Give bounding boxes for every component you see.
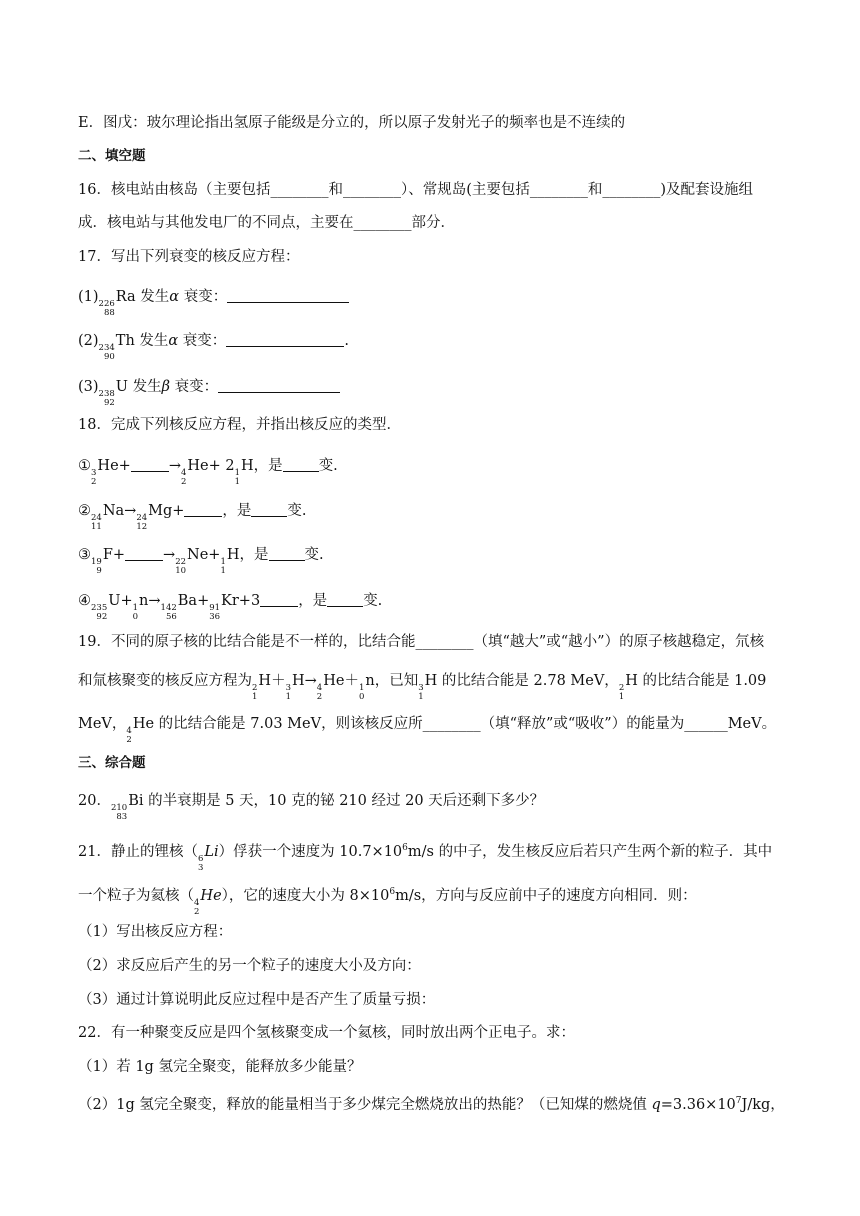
- text: ，是: [222, 503, 252, 519]
- part-text: Th 发生: [115, 333, 169, 349]
- section-heading-fill-in: 二、填空题: [78, 148, 146, 164]
- alpha-symbol: α: [169, 289, 180, 305]
- answer-blank[interactable]: [184, 502, 222, 517]
- answer-blank[interactable]: [125, 546, 163, 561]
- mass-number: 22: [175, 557, 187, 567]
- section-heading-comprehensive: 三、综合题: [78, 755, 146, 771]
- alpha-symbol: α: [168, 333, 179, 349]
- text: 变.: [318, 458, 338, 474]
- atomic-number: 2: [180, 477, 187, 487]
- nuclide-he4: [181, 455, 187, 487]
- text: Ne+: [187, 547, 221, 563]
- atomic-number: 1: [252, 692, 258, 702]
- text: =3.36×10: [660, 1097, 736, 1113]
- mass-number: 6: [197, 854, 204, 864]
- exponent: 7: [735, 1096, 742, 1106]
- question-19-line-3: [78, 713, 776, 745]
- mass-number: 3: [418, 683, 424, 693]
- answer-blank[interactable]: [251, 502, 287, 517]
- nuclide-u235: [91, 590, 108, 622]
- part-text: Ra 发生: [115, 289, 170, 305]
- atomic-number: 88: [103, 308, 115, 318]
- atomic-number: 2: [316, 692, 323, 702]
- atomic-number: 2: [126, 735, 132, 745]
- text: H，是: [226, 547, 269, 563]
- question-17-part-1: [78, 286, 349, 318]
- element-symbol: Li: [204, 844, 219, 860]
- nuclide-ra226: [99, 286, 116, 318]
- mass-number: 91: [209, 603, 221, 613]
- circled-number: ②: [78, 503, 91, 519]
- text: 变.: [304, 547, 324, 563]
- question-17-part-2: [78, 330, 349, 362]
- atomic-number: 1: [618, 692, 625, 702]
- nuclide-u238: [99, 376, 116, 408]
- question-19-line-1: 19．不同的原子核的比结合能是不一样的，比结合能________（填“越大”或“越小”）的原子核越稳定，氘核: [78, 634, 765, 650]
- text: n，已知: [365, 673, 419, 689]
- text: 一个粒子为氦核（: [78, 888, 194, 904]
- question-21-line-2: [78, 881, 697, 917]
- mass-number: 210: [110, 803, 128, 813]
- element-symbol: He: [200, 888, 222, 904]
- part-suffix: 衰变：: [179, 289, 228, 305]
- nuclide-he3: [91, 455, 97, 487]
- text: Kr+3: [221, 593, 261, 609]
- question-22-stem: 22．有一种聚变反应是四个氢核聚变成一个氦核，同时放出两个正电子。求：: [78, 1025, 575, 1041]
- text: Mg+: [148, 503, 185, 519]
- mass-number: 1: [358, 683, 365, 693]
- question-22-part-2: [78, 1090, 785, 1116]
- nuclide-he4: [194, 885, 200, 917]
- atomic-number: 1: [418, 692, 424, 702]
- atomic-number: 56: [165, 612, 177, 622]
- circled-number: ①: [78, 458, 91, 474]
- atomic-number: 36: [209, 612, 221, 622]
- nuclide-ba142: [161, 590, 178, 622]
- text: F+: [102, 547, 126, 563]
- part-suffix: 衰变：: [170, 379, 219, 395]
- answer-blank[interactable]: [227, 288, 349, 303]
- nuclide-kr91: [209, 590, 221, 622]
- nuclide-mg24: [136, 500, 148, 532]
- nuclide-bi210: [111, 790, 128, 822]
- atomic-number: 12: [136, 522, 148, 532]
- nuclide-ne22: [175, 544, 187, 576]
- beta-symbol: β: [161, 379, 171, 395]
- text: H＋: [258, 673, 286, 689]
- question-21-part-1: （1）写出核反应方程：: [78, 924, 233, 940]
- mass-number: 2: [618, 683, 625, 693]
- mass-number: 3: [285, 683, 291, 693]
- question-18-part-4: [78, 590, 382, 622]
- mass-number: 1: [132, 603, 139, 613]
- part-number: (3): [78, 379, 99, 395]
- mass-number: 19: [91, 557, 102, 567]
- question-18-part-1: [78, 455, 338, 487]
- atomic-number: 1: [234, 477, 241, 487]
- nuclide-he4: [317, 670, 323, 702]
- answer-blank[interactable]: [226, 332, 344, 347]
- nuclide-neutron: [133, 590, 139, 622]
- exponent: 6: [402, 843, 408, 853]
- atomic-number: 3: [197, 863, 204, 873]
- text: 变.: [363, 593, 383, 609]
- atomic-number: 9: [96, 566, 102, 576]
- question-18-stem: 18．完成下列核反应方程，并指出核反应的类型．: [78, 417, 401, 433]
- circled-number: ③: [78, 547, 91, 563]
- question-21-part-3: （3）通过计算说明此反应过程中是否产生了质量亏损：: [78, 992, 436, 1008]
- part-text: U 发生: [115, 379, 162, 395]
- atomic-number: 2: [194, 907, 200, 917]
- atomic-number: 90: [103, 352, 115, 362]
- part-number: (1): [78, 289, 99, 305]
- question-19-line-2: [78, 670, 766, 702]
- answer-blank[interactable]: [260, 592, 298, 607]
- text: ，是: [298, 593, 328, 609]
- question-16-line-2: 成．核电站与其他发电厂的不同点，主要在________部分．: [78, 215, 455, 231]
- mass-number: 234: [98, 343, 115, 353]
- question-21-part-2: （2）求反应后产生的另一个粒子的速度大小及方向：: [78, 958, 421, 974]
- answer-blank[interactable]: [131, 457, 169, 472]
- text: H 的比结合能是 2.78 MeV，: [424, 673, 619, 689]
- option-e-text: E．图戊：玻尔理论指出氢原子能级是分立的，所以原子发射光子的频率也是不连续的: [78, 115, 626, 131]
- text: n→: [139, 593, 161, 609]
- part-number: (2): [78, 333, 99, 349]
- question-18-part-3: [78, 544, 324, 576]
- arrow: →: [168, 458, 181, 474]
- answer-blank[interactable]: [269, 546, 305, 561]
- answer-blank[interactable]: [283, 457, 319, 472]
- mass-number: 2: [252, 683, 258, 693]
- text: 21．静止的锂核（: [78, 844, 198, 860]
- text: 和氚核聚变的核反应方程为: [78, 673, 252, 689]
- text: ），它的速度大小为 8×10: [221, 888, 390, 904]
- mass-number: 142: [160, 603, 177, 613]
- question-22-part-1: （1）若 1g 氢完全聚变，能释放多少能量？: [78, 1059, 362, 1075]
- mass-number: 226: [98, 299, 115, 309]
- atomic-number: 11: [91, 522, 102, 532]
- mass-number: 4: [180, 468, 187, 478]
- text: ）俘获一个速度为 10.7×10: [218, 844, 403, 860]
- nuclide-h2: [619, 670, 625, 702]
- text: He+ 2: [187, 458, 235, 474]
- text: m/s 的中子，发生核反应后若只产生两个新的粒子．其中: [407, 844, 773, 860]
- atomic-number: 10: [175, 566, 187, 576]
- question-20: [78, 790, 544, 822]
- mass-number: 4: [126, 726, 132, 736]
- nuclide-he4: [126, 713, 132, 745]
- text: Bi 的半衰期是 5 天，10 克的铋 210 经过 20 天后还剩下多少？: [128, 793, 545, 809]
- text: H 的比结合能是 1.09: [625, 673, 767, 689]
- nuclide-na24: [91, 500, 103, 532]
- text: He＋: [323, 673, 359, 689]
- text: m/s，方向与反应前中子的速度方向相同．则：: [395, 888, 697, 904]
- nuclide-h1: [235, 455, 241, 487]
- nuclide-neutron: [359, 670, 365, 702]
- atomic-number: 83: [116, 812, 128, 822]
- exponent: 6: [389, 887, 396, 897]
- nuclide-th234: [99, 330, 116, 362]
- answer-blank[interactable]: [327, 592, 363, 607]
- mass-number: 1: [234, 468, 241, 478]
- mass-number: 235: [91, 603, 108, 613]
- atomic-number: 1: [220, 566, 226, 576]
- question-16-line-1: 16．核电站由核岛（主要包括________和________）、常规岛(主要包括________和________)及配套设施组: [78, 182, 754, 198]
- period: .: [344, 333, 349, 349]
- text: He 的比结合能是 7.03 MeV，则该核反应所________（填“释放”或“吸收”）的能量为______MeV。: [132, 716, 777, 732]
- text: U+: [108, 593, 133, 609]
- atomic-number: 1: [285, 692, 291, 702]
- variable-q: q: [651, 1097, 661, 1113]
- text: Ba+: [177, 593, 210, 609]
- text: J/kg，: [741, 1097, 785, 1113]
- text: He+: [97, 458, 131, 474]
- question-17-part-3: [78, 376, 340, 408]
- question-18-part-2: [78, 500, 307, 532]
- answer-blank[interactable]: [218, 378, 340, 393]
- text: Na→: [102, 503, 137, 519]
- part-suffix: 衰变：: [178, 333, 227, 349]
- text: H，是: [241, 458, 283, 474]
- question-21-line-1: [78, 837, 772, 873]
- text: （2）1g 氢完全聚变，释放的能量相当于多少煤完全燃烧放出的热能？（已知煤的燃烧值: [78, 1097, 652, 1113]
- text: H→: [292, 673, 317, 689]
- atomic-number: 0: [358, 692, 365, 702]
- circled-number: ④: [78, 593, 91, 609]
- nuclide-li6: [198, 841, 204, 873]
- mass-number: 3: [91, 468, 97, 478]
- text: 变.: [287, 503, 307, 519]
- mass-number: 4: [316, 683, 323, 693]
- nuclide-h1: [220, 544, 226, 576]
- atomic-number: 2: [91, 477, 97, 487]
- nuclide-f19: [91, 544, 103, 576]
- atomic-number: 0: [132, 612, 139, 622]
- mass-number: 1: [220, 557, 226, 567]
- nuclide-h3: [418, 670, 424, 702]
- atomic-number: 92: [103, 398, 115, 408]
- text: MeV，: [78, 716, 127, 732]
- question-17-stem: 17．写出下列衰变的核反应方程：: [78, 249, 300, 265]
- atomic-number: 92: [96, 612, 108, 622]
- arrow: →: [163, 547, 176, 563]
- nuclide-h2: [252, 670, 258, 702]
- mass-number: 24: [91, 513, 102, 523]
- text: 20．: [78, 793, 111, 809]
- mass-number: 24: [136, 513, 148, 523]
- mass-number: 4: [194, 898, 200, 908]
- nuclide-h3: [286, 670, 292, 702]
- mass-number: 238: [98, 389, 115, 399]
